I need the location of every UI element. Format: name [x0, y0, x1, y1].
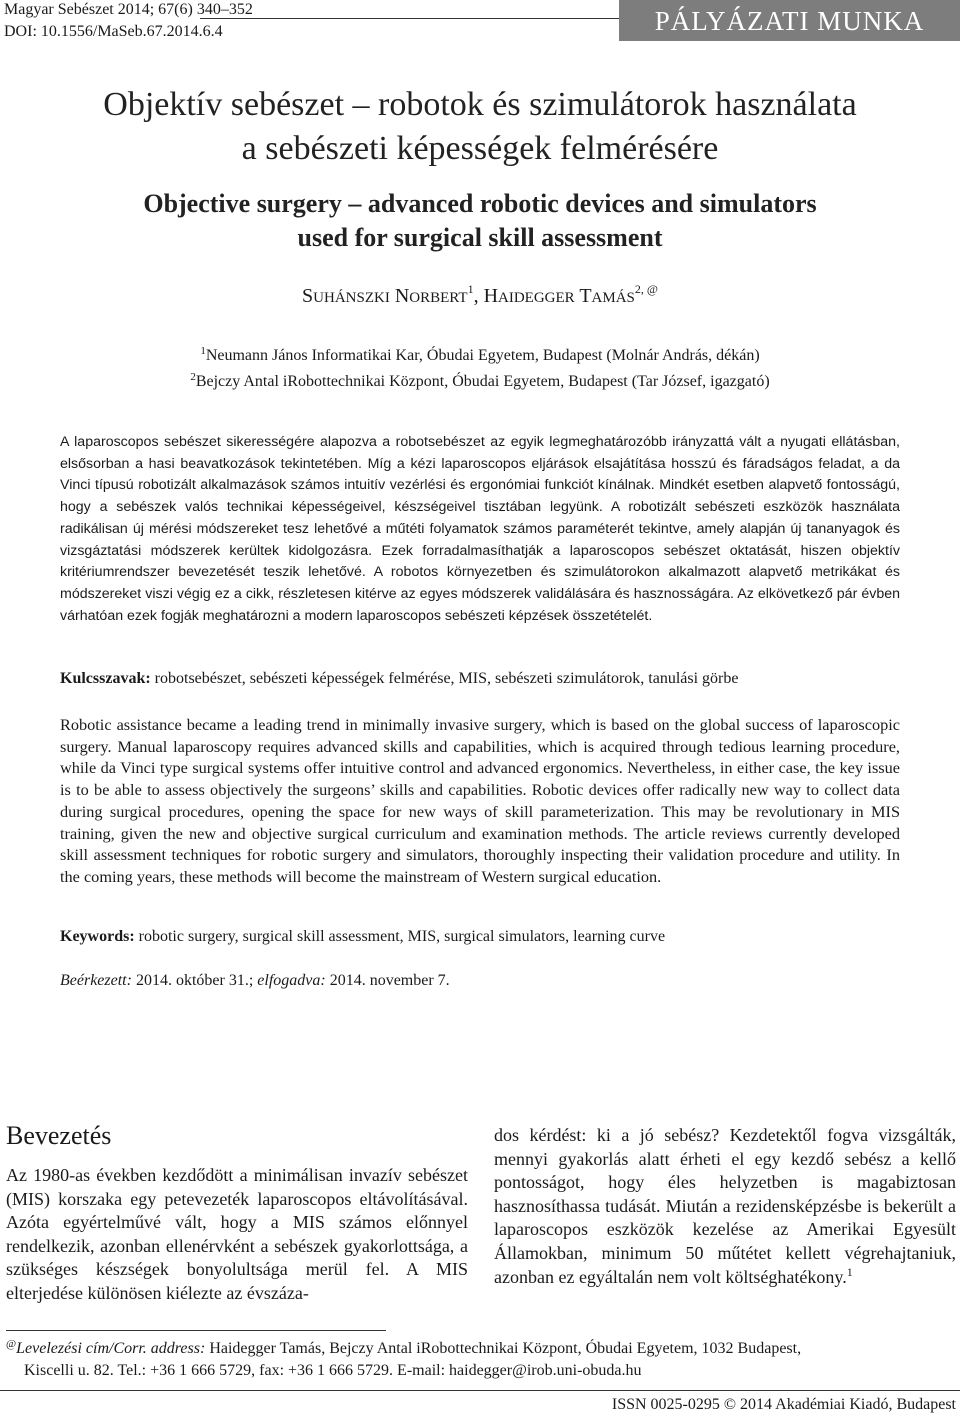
publisher-footer: ISSN 0025-0295 © 2014 Akadémiai Kiadó, Budapest [611, 1396, 956, 1413]
article-type-banner: PÁLYÁZATI MUNKA [619, 0, 960, 41]
affiliation-1-text: Neumann János Informatikai Kar, Óbudai Egyetem, Budapest (Molnár András, dékán) [205, 347, 760, 364]
received-date: 2014. október 31.; [131, 972, 258, 989]
header-divider [200, 18, 620, 19]
accepted-date: 2014. november 7. [325, 972, 450, 989]
accepted-label: elfogadva: [257, 972, 326, 989]
doi[interactable]: DOI: 10.1556/MaSeb.67.2014.6.4 [4, 23, 223, 40]
author-2-affiliation-mark: 2, @ [634, 282, 658, 296]
title-hungarian [0, 83, 960, 171]
intro-right-text: dos kérdést: ki a jó sebész? Kezdetektől fogva vizsgálták, mennyi gyakorlás alatt érheti el egy kezdő sebész a kellő pontosságot, hogy éles helyzetben is magabiztosan hasznosíthassa tudását. Miután a rezidensképzésbe is bekerült a laparoscopos eszközök kezelése az Amerikai Egyesült Államokban, minimum 50 műtétet kellett végrehajtaniuk, azonban ez egyáltalán nem volt költséghatékony. [494, 1125, 956, 1287]
affiliation-2 [0, 372, 960, 392]
correspondence-label: Levelezési cím/Corr. address: [16, 1340, 206, 1357]
keywords-hungarian [60, 668, 900, 690]
keywords-en-text: robotic surgery, surgical skill assessment, MIS, surgical simulators, learning curve [134, 928, 666, 945]
author-2-first-rest: AIDEGGER [498, 290, 575, 306]
keywords-english [60, 926, 900, 948]
author-separator: , [473, 285, 484, 307]
received-dates [60, 970, 450, 992]
abstract-english: Robotic assistance became a leading trend in minimally invasive surgery, which is based on the global success of laparoscopic surgery. Manual laparoscopy requires advanced skills and capabilities, which is acquired through tedious learning procedure, while da Vinci type surgical systems offer intuitive control and advanced ergonomics. Nevertheless, in either case, the key issue is to be able to assess objectively the surgeons’ skills and capabilities. Robotic devices offer radically new way to collect data during surgical procedures, opening the space for new ways of skill parameterization. This may be revolutionary in MIS training, given the new and objective surgical curriculum and examination methods. The article reviews currently developed skill assessment techniques for robotic surgery and simulators, thoroughly inspecting their validation procedure and utility. In the coming years, these methods will become the mainstream of Western surgical education. [60, 715, 900, 886]
keywords-hu-text: robotsebészet, sebészeti képességek felmérése, MIS, sebészeti szimulátorok, tanulási görbe [150, 670, 739, 687]
author-2-first-initial: H [483, 285, 499, 307]
footnote-divider [6, 1330, 386, 1331]
affiliation-2-mark: 2 [190, 371, 196, 383]
title-en-line2: used for surgical skill assessment [297, 223, 663, 252]
author-1-affiliation-mark: 1 [467, 282, 474, 296]
journal-citation: Magyar Sebészet 2014; 67(6) 340–352 [4, 1, 253, 18]
author-2-last-initial: T [579, 285, 592, 307]
author-1-last-rest: ORBERT [409, 290, 468, 306]
title-hu-line1: Objektív sebészet – robotok és szimulátorok használata [103, 86, 857, 123]
correspondence-line2: Kiscelli u. 82. Tel.: +36 1 666 5729, fax: +36 1 666 5729. E-mail: haidegger@irob.uni-obuda.hu [24, 1362, 642, 1379]
author-1-last-initial: N [394, 285, 410, 307]
affiliation-2-text: Bejczy Antal iRobottechnikai Központ, Óbudai Egyetem, Budapest (Tar József, igazgató) [195, 373, 770, 390]
intro-right-column [494, 1124, 956, 1289]
title-english [0, 187, 960, 255]
title-hu-line2: a sebészeti képességek felmérésére [241, 130, 719, 167]
section-heading-introduction: Bevezetés [6, 1121, 112, 1150]
title-en-line1: Objective surgery – advanced robotic devices and simulators [143, 189, 817, 218]
author-1-first-rest: UHÁNSZKI [313, 290, 390, 306]
abstract-hungarian: A laparoscopos sebészet sikerességére alapozva a robotsebészet az egyik legmeghatározóbb irányzattá vált a nyugati ellátásban, elsősorban a hasi beavatkozások tekintetében. Míg a kézi laparoscopos eljárások elsajátítása hosszú és fáradságos feladat, a da Vinci típusú robotizált alkalmazások számos intuitív vezérlési és ergonómiai funkciót kínálnak. Mindkét esetben alapvető fontosságú, hogy a sebészek valós technikai képességeivel, készségeivel tisztában legyünk. A robotizált sebészeti eszközök használata radikálisan új mérési módszereket tesz lehetővé a műtéti folyamatok számos paraméterét tekintve, amely alapján új tananyagok és vizsgáztatási módszerek kerültek kidolgozásra. Ezek forradalmasíthatják a laparoscopos sebészet oktatását, hiszen objektív kritériumrendszer bevezetését teszik lehetővé. A robotos környezetben és szimulátorokon alkalmazott alapvető metrikákat és módszereket viszi végig ez a cikk, részletesen kitérve az egyes módszerek validálására és hasznosságára. Az elkövetkező pár évben várhatóan ezek fogják meghatározni a modern laparoscopos sebészeti képzések összetételét. [60, 434, 900, 624]
author-list [0, 284, 960, 310]
affiliation-1 [0, 346, 960, 366]
correspondence-line1: Haidegger Tamás, Bejczy Antal iRobottechnikai Központ, Óbudai Egyetem, 1032 Budapest, [205, 1340, 802, 1357]
keywords-en-label: Keywords: [60, 928, 135, 945]
affiliation-1-mark: 1 [200, 345, 206, 357]
reference-mark[interactable]: 1 [846, 1264, 853, 1279]
correspondence-footnote [6, 1338, 954, 1382]
correspondence-mark: @ [6, 1338, 17, 1350]
intro-left-column: Az 1980-as években kezdődött a minimálisan invazív sebészet (MIS) korszaka egy petevezeték laparoscopos eltávolításával. Azóta egyértelművé vált, hogy a MIS számos előnnyel rendelkezik, azonban ellenérvként a sebészek gyakorlottsága, a szükséges készségek bonyolultsága merül fel. A MIS elterjedése különösen kiélezte az évszáza- [6, 1165, 468, 1303]
received-label: Beérkezett: [60, 972, 132, 989]
keywords-hu-label: Kulcsszavak: [60, 670, 151, 687]
author-2-last-rest: AMÁS [591, 290, 635, 306]
footer-divider [0, 1390, 960, 1391]
author-1-first-initial: S [302, 285, 314, 307]
